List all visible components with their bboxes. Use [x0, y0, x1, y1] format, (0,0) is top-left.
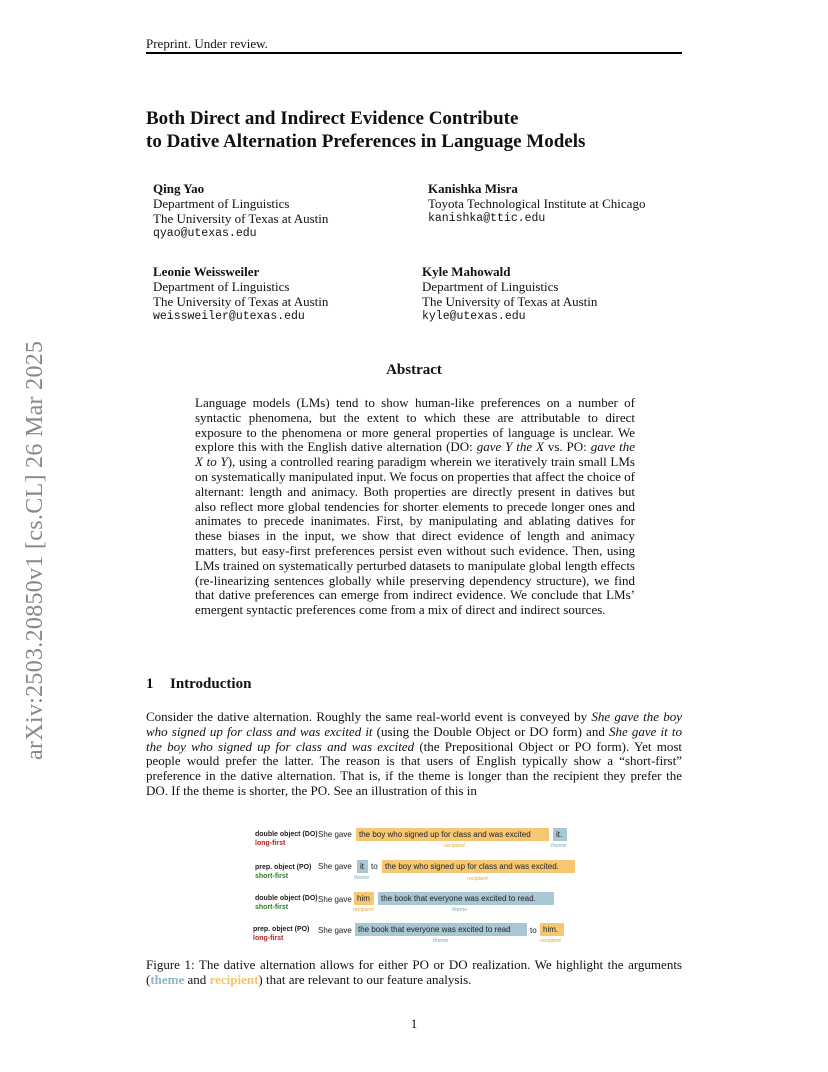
- caption-theme-word: theme: [150, 972, 185, 987]
- fig-theme-box: the book that everyone was excited to read.: [378, 892, 554, 905]
- author-dept: Department of Linguistics: [153, 279, 290, 294]
- author-name: Kyle Mahowald: [422, 264, 511, 279]
- abstract-text-2: vs. PO:: [543, 439, 591, 455]
- fig-theme-box: it.: [553, 828, 567, 841]
- figure-caption: [146, 957, 682, 987]
- intro-example-2: She gave it to the boy who signed up for class and was excited: [146, 723, 682, 754]
- author-inst: The University of Texas at Austin: [153, 211, 329, 226]
- fig-sentence-start: She gave: [318, 926, 352, 935]
- abstract-body: [195, 396, 635, 618]
- fig-theme-tag: theme: [354, 875, 370, 881]
- fig-sentence-start: She gave: [318, 830, 352, 839]
- fig-theme-tag: theme: [551, 843, 567, 849]
- author-email[interactable]: qyao@utexas.edu: [153, 227, 257, 240]
- fig-preposition: to: [530, 926, 537, 935]
- header-rule: [146, 52, 682, 54]
- intro-example-1: She gave the boy who signed up for class and was excited it: [146, 709, 682, 739]
- abstract-text-3: ), using a controlled rearing paradigm wherein we iteratively train small LMs on systematically manipulated input. We focus on properties that affect the choice of alternant: length and animacy. Both properties are directly present in datives but also reflect more global tendencies for shorter elements to precede longer ones and animates to precede inanimates. First, by manipulating and ablating datives for these biases in the input, we show that direct evidence of length and animacy matters, but easy-first preferences persist even without such evidence. Then, using LMs trained on systematically perturbed datasets to manipulate global length effects (re-linearizing sentences globally while preserving dependency structure), we find that dative preferences can emerge from indirect evidence. We conclude that LMs’ emergent syntactic preferences come from a mix of direct and indirect sources.: [195, 454, 635, 618]
- author-block-1: [153, 181, 328, 241]
- paper-title: [146, 107, 706, 153]
- fig-recipient-tag: recipient: [444, 843, 465, 849]
- fig-recipient-tag: recipient: [467, 876, 488, 882]
- abstract-text-1: Language models (LMs) tend to show human-like preferences on a number of syntactic phenomena, but the extent to which these are attributable to direct exposure to the phenomena or more general properties of language is unclear. We explore this with the English dative alternation (DO:: [195, 395, 635, 455]
- author-block-2: [428, 181, 645, 226]
- running-header: Preprint. Under review.: [146, 36, 268, 51]
- fig-row-order: long-first: [253, 935, 284, 942]
- fig-row-label: double object (DO): [255, 895, 318, 902]
- intro-text-2: (using the Double Object or DO form) and: [372, 723, 609, 739]
- fig-row-order: short-first: [255, 904, 289, 911]
- section-number: 1: [146, 676, 154, 692]
- fig-recipient-tag: recipient: [540, 938, 561, 944]
- author-name: Leonie Weissweiler: [153, 264, 260, 279]
- fig-sentence-start: She gave: [318, 895, 352, 904]
- author-email[interactable]: weissweiler@utexas.edu: [153, 310, 305, 323]
- page-number: 1: [410, 1016, 418, 1031]
- fig-row-label: prep. object (PO): [253, 926, 310, 933]
- arxiv-identifier: arXiv:2503.20850v1 [cs.CL] 26 Mar 2025: [22, 340, 48, 760]
- section-title: Introduction: [170, 676, 252, 692]
- author-block-3: [153, 264, 328, 324]
- section-heading: [146, 676, 251, 693]
- fig-row-order: short-first: [255, 873, 289, 880]
- caption-text-2: ) that are relevant to our feature analysis.: [258, 972, 472, 987]
- caption-recipient-word: recipient: [209, 972, 259, 987]
- author-inst: The University of Texas at Austin: [153, 294, 329, 309]
- title-line-2: to Dative Alternation Preferences in Language Models: [146, 131, 586, 152]
- caption-and: and: [184, 972, 210, 987]
- author-inst: The University of Texas at Austin: [422, 294, 598, 309]
- fig-recipient-box: him.: [540, 923, 564, 936]
- intro-text-1: Consider the dative alternation. Roughly the same real-world event is conveyed by: [146, 709, 592, 724]
- fig-row-label: double object (DO): [255, 831, 318, 838]
- fig-sentence-start: She gave: [318, 862, 352, 871]
- fig-row-order: long-first: [255, 840, 286, 847]
- fig-recipient-box: the boy who signed up for class and was excited: [356, 828, 549, 841]
- author-email[interactable]: kyle@utexas.edu: [422, 310, 526, 323]
- fig-row-label: prep. object (PO): [255, 864, 312, 871]
- fig-preposition: to: [371, 862, 378, 871]
- intro-paragraph: [146, 710, 682, 799]
- author-dept: Toyota Technological Institute at Chicago: [428, 196, 646, 211]
- intro-text-3: (the Prepositional Object or PO form). Yet most people would prefer the latter. The reason is that users of English typically show a “short-first” preference in the dative alternation. That is, if the theme is longer than the recipient they prefer the DO. If the theme is shorter, the PO. See an illustration of this in: [146, 738, 682, 798]
- title-line-1: Both Direct and Indirect Evidence Contribute: [146, 108, 519, 129]
- fig-recipient-box: the boy who signed up for class and was excited.: [382, 860, 575, 873]
- author-dept: Department of Linguistics: [153, 196, 290, 211]
- caption-text-1: Figure 1: The dative alternation allows for either PO or DO realization. We highlight the arguments (: [146, 957, 682, 987]
- author-name: Kanishka Misra: [428, 181, 518, 196]
- fig-theme-tag: theme: [452, 907, 468, 913]
- fig-theme-box: it: [357, 860, 368, 873]
- author-name: Qing Yao: [153, 181, 205, 196]
- author-dept: Department of Linguistics: [422, 279, 559, 294]
- fig-recipient-box: him: [354, 892, 374, 905]
- fig-theme-box: the book that everyone was excited to read: [355, 923, 527, 936]
- fig-recipient-tag: recipient: [353, 907, 374, 913]
- author-email[interactable]: kanishka@ttic.edu: [428, 212, 546, 225]
- abstract-do-example: gave Y the X: [476, 439, 544, 455]
- author-block-4: [422, 264, 597, 324]
- abstract-heading: Abstract: [386, 362, 442, 378]
- abstract-po-example: gave the X to Y: [195, 439, 636, 470]
- fig-theme-tag: theme: [433, 938, 449, 944]
